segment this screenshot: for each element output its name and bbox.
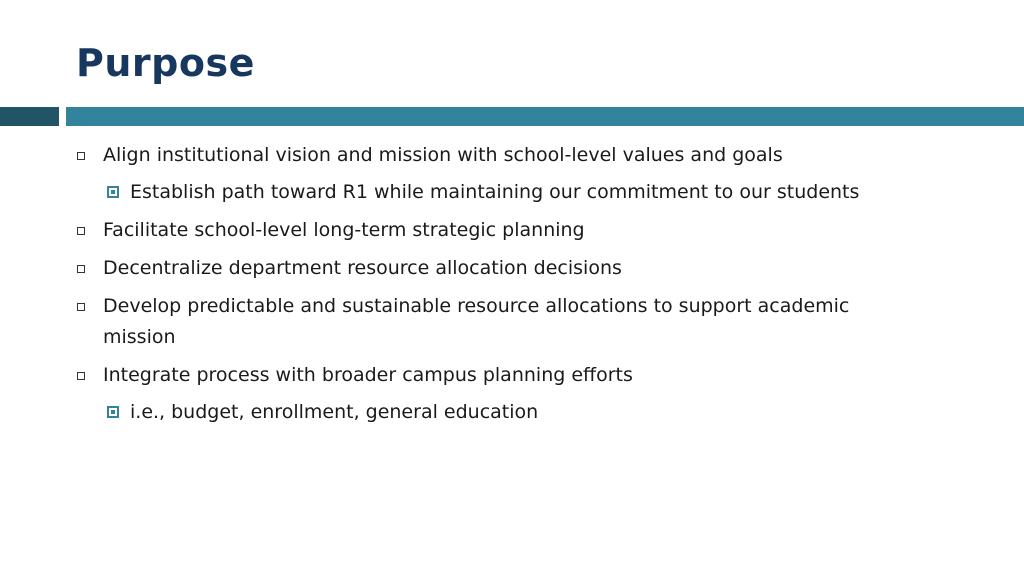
hollow-square-bullet-icon <box>77 372 85 380</box>
slide-title: Purpose <box>76 41 255 85</box>
filled-square-bullet-icon <box>107 406 119 418</box>
sub-bullet-text: i.e., budget, enrollment, general education <box>130 401 539 423</box>
bullet-text: Align institutional vision and mission with school-level values and goals <box>103 144 783 166</box>
bullet-item <box>103 360 633 391</box>
bullet-item <box>103 291 849 322</box>
bullet-text: Develop predictable and sustainable resource allocations to support academic <box>103 295 850 317</box>
bullet-text: Integrate process with broader campus planning efforts <box>103 364 633 386</box>
bullet-text: mission <box>103 326 176 348</box>
sub-bullet-item <box>130 397 538 428</box>
bullet-item <box>103 253 622 284</box>
bullet-item <box>103 215 585 246</box>
bullet-item <box>103 140 783 171</box>
filled-square-bullet-icon <box>107 186 119 198</box>
hollow-square-bullet-icon <box>77 152 85 160</box>
hollow-square-bullet-icon <box>77 303 85 311</box>
hollow-square-bullet-icon <box>77 227 85 235</box>
sub-bullet-item <box>130 177 859 208</box>
bullet-text: Facilitate school-level long-term strategic planning <box>103 219 585 241</box>
bullet-text: Decentralize department resource allocation decisions <box>103 257 622 279</box>
hollow-square-bullet-icon <box>77 265 85 273</box>
sub-bullet-text: Establish path toward R1 while maintaining our commitment to our students <box>130 181 860 203</box>
bullet-text-continuation <box>103 322 176 353</box>
